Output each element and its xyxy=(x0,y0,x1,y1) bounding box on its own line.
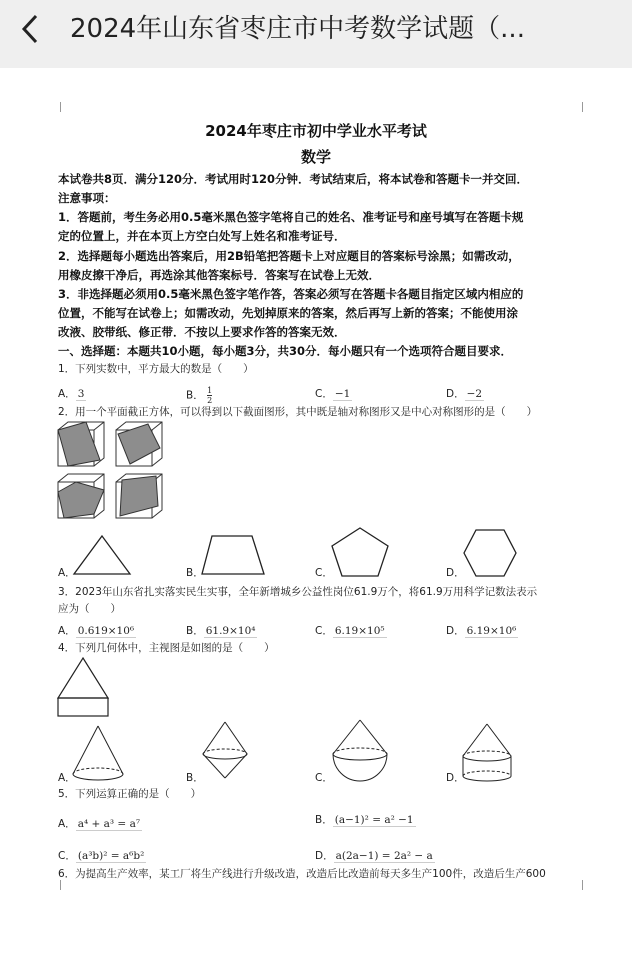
q2-stem: 2．用一个平面截正方体，可以得到以下截面图形，其中既是轴对称图形又是中心对称图形的是（ ） xyxy=(58,406,538,418)
cone-cylinder-solid xyxy=(460,722,514,784)
q3-stem-line2: 应为（ ） xyxy=(58,603,121,615)
cube-section-figures xyxy=(56,420,166,524)
q4-stem: 4．下列几何体中，主视图是如图的是（ ） xyxy=(58,642,275,654)
q6-stem: 6．为提高生产效率，某工厂将生产线进行升级改造，改造后比改造前每天多生产100件，改造后生产600 xyxy=(58,868,546,880)
q3-option-a: A． 0.619×10⁶ xyxy=(58,625,135,637)
q4-option-c-label: C． xyxy=(315,772,333,784)
page-corner-mark xyxy=(60,102,71,112)
q1-stem: 1．下列实数中，平方最大的数是（ ） xyxy=(58,363,254,375)
q5-option-b: B． (a−1)² = a² −1 xyxy=(315,814,414,826)
q4-option-a-label: A． xyxy=(58,772,76,784)
q3-option-c: C． 6.19×10⁵ xyxy=(315,625,385,637)
notice-1-line2: 定的位置上，并在本页上方空白处写上姓名和准考证号． xyxy=(58,229,346,243)
page-corner-mark xyxy=(572,880,583,890)
q5-option-a: A． a⁴ + a³ = a⁷ xyxy=(58,818,141,830)
cone-solid xyxy=(70,724,126,782)
hexagon-shape xyxy=(462,528,518,578)
q1-option-a: A． 3 xyxy=(58,388,85,400)
q5-option-c: C． (a³b)² = a⁶b² xyxy=(58,850,145,862)
q4-option-b-label: B． xyxy=(186,772,204,784)
front-view-figure xyxy=(56,656,110,720)
document-page[interactable] xyxy=(0,68,632,960)
section-heading: 一、选择题：本题共10小题，每小题3分，共30分．每小题只有一个选项符合题目要求． xyxy=(58,344,513,358)
fraction: $\frac{1}{2}$ xyxy=(207,386,213,405)
app-title: 2024年山东省枣庄市中考数学试题（... xyxy=(70,14,525,44)
q2-option-c-label: C． xyxy=(315,567,333,579)
intro-text: 本试卷共8页．满分120分．考试用时120分钟．考试结束后，将本试卷和答题卡一并交回． xyxy=(58,172,529,186)
exam-title: 2024年枣庄市初中学业水平考试 xyxy=(205,122,427,140)
page-corner-mark xyxy=(60,880,71,890)
cone-hemisphere-solid xyxy=(330,718,390,784)
q2-option-a-label: A． xyxy=(58,567,76,579)
q4-option-d-label: D． xyxy=(446,772,465,784)
notice-heading: 注意事项： xyxy=(58,191,116,205)
q5-option-d: D． a(2a−1) = 2a² − a xyxy=(315,850,433,862)
notice-3-line1: 3．非选择题必须用0.5毫米黑色签字笔作答，答案必须写在答题卡各题目指定区域内相应的 xyxy=(58,287,524,301)
app-header xyxy=(0,0,632,68)
q3-stem-line1: 3．2023年山东省扎实落实民生实事，全年新增城乡公益性岗位61.9万个，将61.9万用科学记数法表示 xyxy=(58,586,538,598)
q2-option-d-label: D． xyxy=(446,567,465,579)
pentagon-shape xyxy=(330,526,390,578)
notice-2-line1: 2．选择题每小题选出答案后，用2B铅笔把答题卡上对应题目的答案标号涂黑；如需改动， xyxy=(58,249,520,263)
notice-3-line3: 改液、胶带纸、修正带．不按以上要求作答的答案无效． xyxy=(58,325,346,339)
q3-option-d: D． 6.19×10⁶ xyxy=(446,625,517,637)
q3-option-b: B． 61.9×10⁴ xyxy=(186,625,256,637)
notice-1-line1: 1．答题前，考生务必用0.5毫米黑色签字笔将自己的姓名、准考证号和座号填写在答题卡规 xyxy=(58,210,524,224)
q1-option-b: B． $\frac{1}{2}$ xyxy=(186,386,213,405)
triangle-shape xyxy=(72,534,132,576)
q1-option-d: D． −2 xyxy=(446,388,483,400)
notice-2-line2: 用橡皮擦干净后，再选涂其他答案标号．答案写在试卷上无效． xyxy=(58,268,380,282)
trapezoid-shape xyxy=(200,534,266,576)
q1-option-c: C． −1 xyxy=(315,388,351,400)
q5-stem: 5．下列运算正确的是（ ） xyxy=(58,788,202,800)
chevron-left-icon[interactable] xyxy=(18,12,48,46)
notice-3-line2: 位置，不能写在试卷上；如需改动，先划掉原来的答案，然后再写上新的答案；不能使用涂 xyxy=(58,306,518,320)
q2-option-b-label: B． xyxy=(186,567,204,579)
double-cone-solid xyxy=(200,720,250,782)
page-corner-mark xyxy=(572,102,583,112)
exam-subject: 数学 xyxy=(300,148,331,166)
